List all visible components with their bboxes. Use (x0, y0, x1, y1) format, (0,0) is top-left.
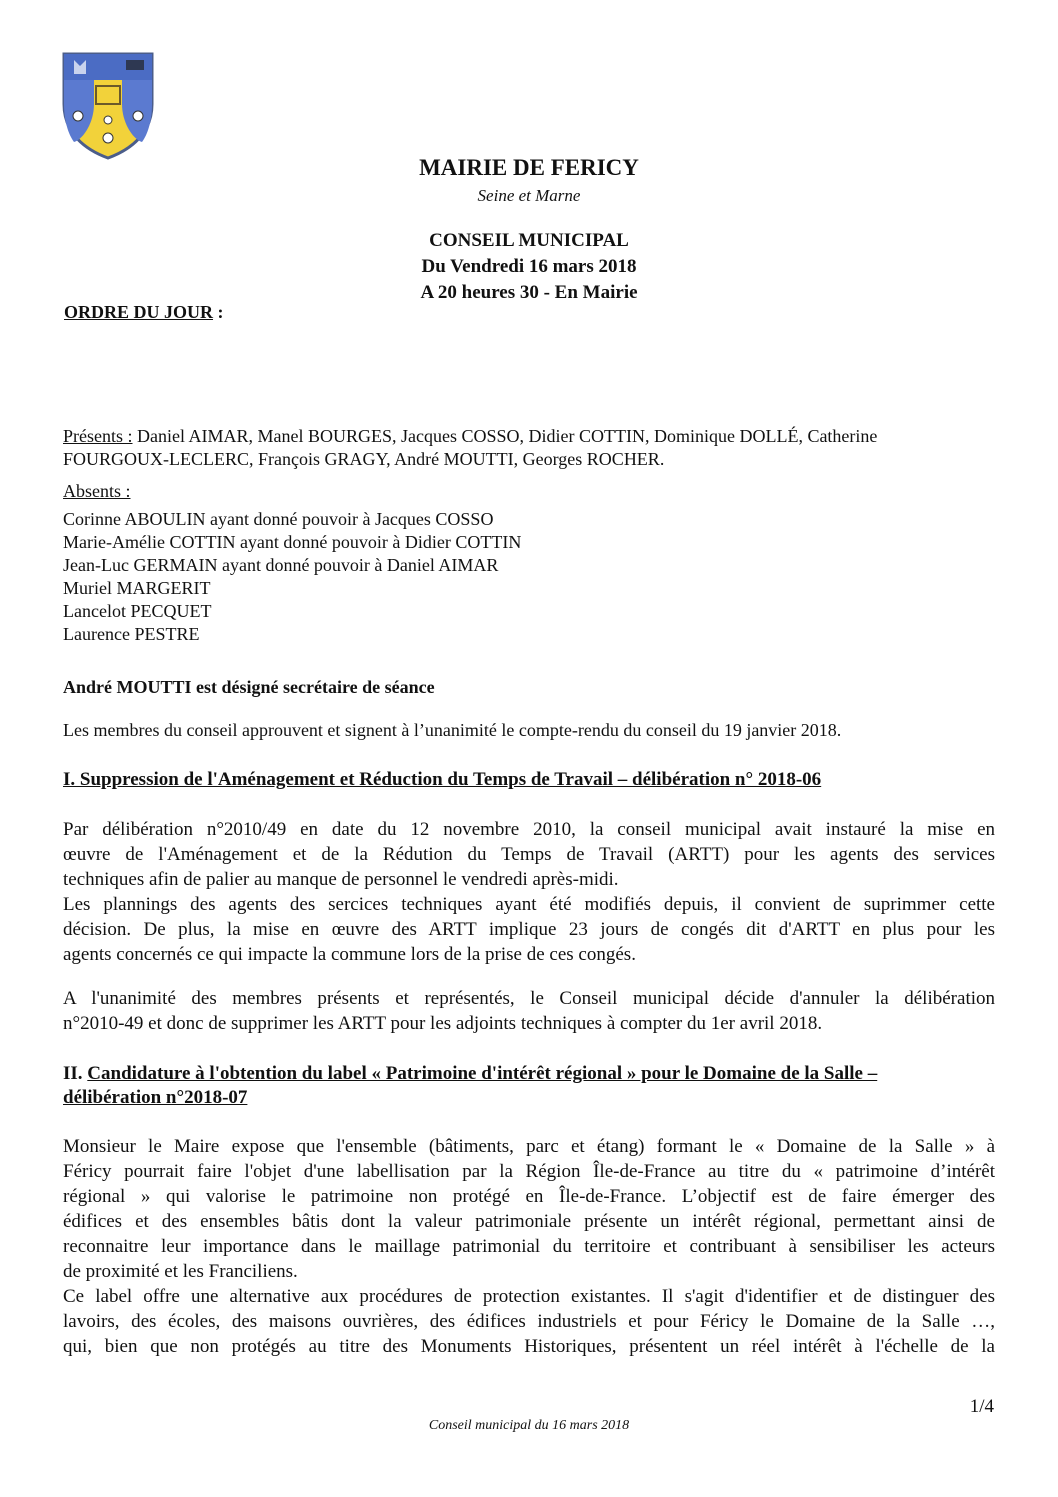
presents-line-2: FOURGOUX-LECLERC, François GRAGY, André MOUTTI, Georges ROCHER. (63, 449, 665, 469)
absents-block (63, 480, 995, 646)
absent-item: Lancelot PECQUET (63, 601, 212, 621)
coat-of-arms-icon (60, 50, 156, 162)
section-2-number: II. (63, 1063, 88, 1084)
absent-item: Laurence PESTRE (63, 624, 200, 644)
section-2-paragraph-1 (63, 1134, 995, 1359)
meeting-time: A 20 heures 30 - En Mairie (420, 282, 638, 303)
page-number: 1/4 (969, 1396, 994, 1417)
paragraph-line: lavoirs, des écoles, des maisons ouvrières, des édifices industriels et pour Féricy le Domaine de la Salle …, (63, 1311, 995, 1332)
section-1-title-text: I. Suppression de l'Aménagement et Réduction du Temps de Travail – délibération n° 2018-06 (63, 769, 822, 790)
section-1-paragraph-1 (63, 817, 995, 967)
presents-block (63, 425, 995, 471)
presents-line-1: Daniel AIMAR, Manel BOURGES, Jacques COSSO, Didier COTTIN, Dominique DOLLÉ, Catherine (132, 426, 878, 446)
absents-label: Absents : (63, 481, 131, 501)
paragraph-line: de proximité et les Franciliens. (63, 1261, 298, 1282)
section-1-paragraph-2 (63, 986, 995, 1036)
paragraph-line: régional » qui valorise le patrimoine non protégé en Île-de-France. L’objectif est de faire émerger des (63, 1186, 995, 1207)
presents-label: Présents : (63, 426, 133, 446)
paragraph-line: décision. De plus, la mise en œuvre des ARTT implique 23 jours de congés dit d'ARTT en plus pour les (63, 919, 995, 940)
paragraph-line: Les plannings des agents des sercices techniques ayant été modifiés depuis, il convient de suprimmer cette (63, 894, 995, 915)
meeting-date: Du Vendredi 16 mars 2018 (421, 256, 637, 277)
section-1-title (63, 768, 998, 792)
paragraph-line: Ce label offre une alternative aux procédures de protection existantes. Il s'agit d'identifier et de distinguer des (63, 1286, 995, 1307)
paragraph-line: édifices et des ensembles bâtis dont la valeur patrimoniale présente un intérêt régional, permettant ainsi de (63, 1211, 995, 1232)
paragraph-line: A l'unanimité des membres présents et représentés, le Conseil municipal décide d'annuler la délibération (63, 988, 995, 1009)
paragraph-line: reconnaitre leur importance dans le maillage patrimonial du territoire et contribuant à sensibiliser les acteurs (63, 1236, 995, 1257)
paragraph-line: qui, bien que non protégés au titre des Monuments Historiques, présentent un réel intérêt à l'échelle de la (63, 1336, 995, 1357)
absent-item: Muriel MARGERIT (63, 578, 211, 598)
page-footer: Conseil municipal du 16 mars 2018 (428, 1418, 630, 1433)
paragraph-line: Monsieur le Maire expose que l'ensemble (bâtiments, parc et étang) formant le « Domaine de la Salle » à (63, 1136, 995, 1157)
absent-item: Corinne ABOULIN ayant donné pouvoir à Jacques COSSO (63, 509, 494, 529)
agenda-heading (64, 302, 224, 323)
absent-item: Jean-Luc GERMAIN ayant donné pouvoir à Daniel AIMAR (63, 555, 499, 575)
approval-statement: Les membres du conseil approuvent et signent à l’unanimité le compte-rendu du conseil du 19 janvier 2018. (63, 720, 842, 740)
paragraph-line: techniques afin de palier au manque de personnel le vendredi après-midi. (63, 869, 619, 890)
paragraph-line: n°2010-49 et donc de supprimer les ARTT pour les adjoints techniques à compter du 1er avril 2018. (63, 1013, 823, 1034)
secretary-statement: André MOUTTI est désigné secrétaire de séance (63, 677, 435, 697)
agenda-heading-colon: : (213, 302, 224, 322)
section-2-title-line-1: Candidature à l'obtention du label « Patrimoine d'intérêt régional » pour le Domaine de la Salle – (87, 1063, 878, 1084)
town-hall-title: MAIRIE DE FERICY (419, 155, 639, 180)
absent-item: Marie-Amélie COTTIN ayant donné pouvoir à Didier COTTIN (63, 532, 522, 552)
paragraph-line: Par délibération n°2010/49 en date du 12 novembre 2010, la conseil municipal avait instauré la mise en (63, 819, 995, 840)
department-subtitle: Seine et Marne (477, 186, 581, 205)
section-2-title (63, 1062, 998, 1110)
meeting-title: CONSEIL MUNICIPAL (429, 230, 629, 251)
paragraph-line: Féricy pourrait faire l'objet d'une labellisation par la Région Île-de-France au titre du « patrimoine d’intérêt (63, 1161, 995, 1182)
paragraph-line: œuvre de l'Aménagement et de la Rédution du Temps de Travail (ARTT) pour les agents des services (63, 844, 995, 865)
section-2-title-line-2: délibération n°2018-07 (63, 1087, 248, 1108)
agenda-heading-label: ORDRE DU JOUR (64, 302, 214, 322)
paragraph-line: agents concernés ce qui impacte la commune lors de la prise de ces congés. (63, 944, 636, 965)
